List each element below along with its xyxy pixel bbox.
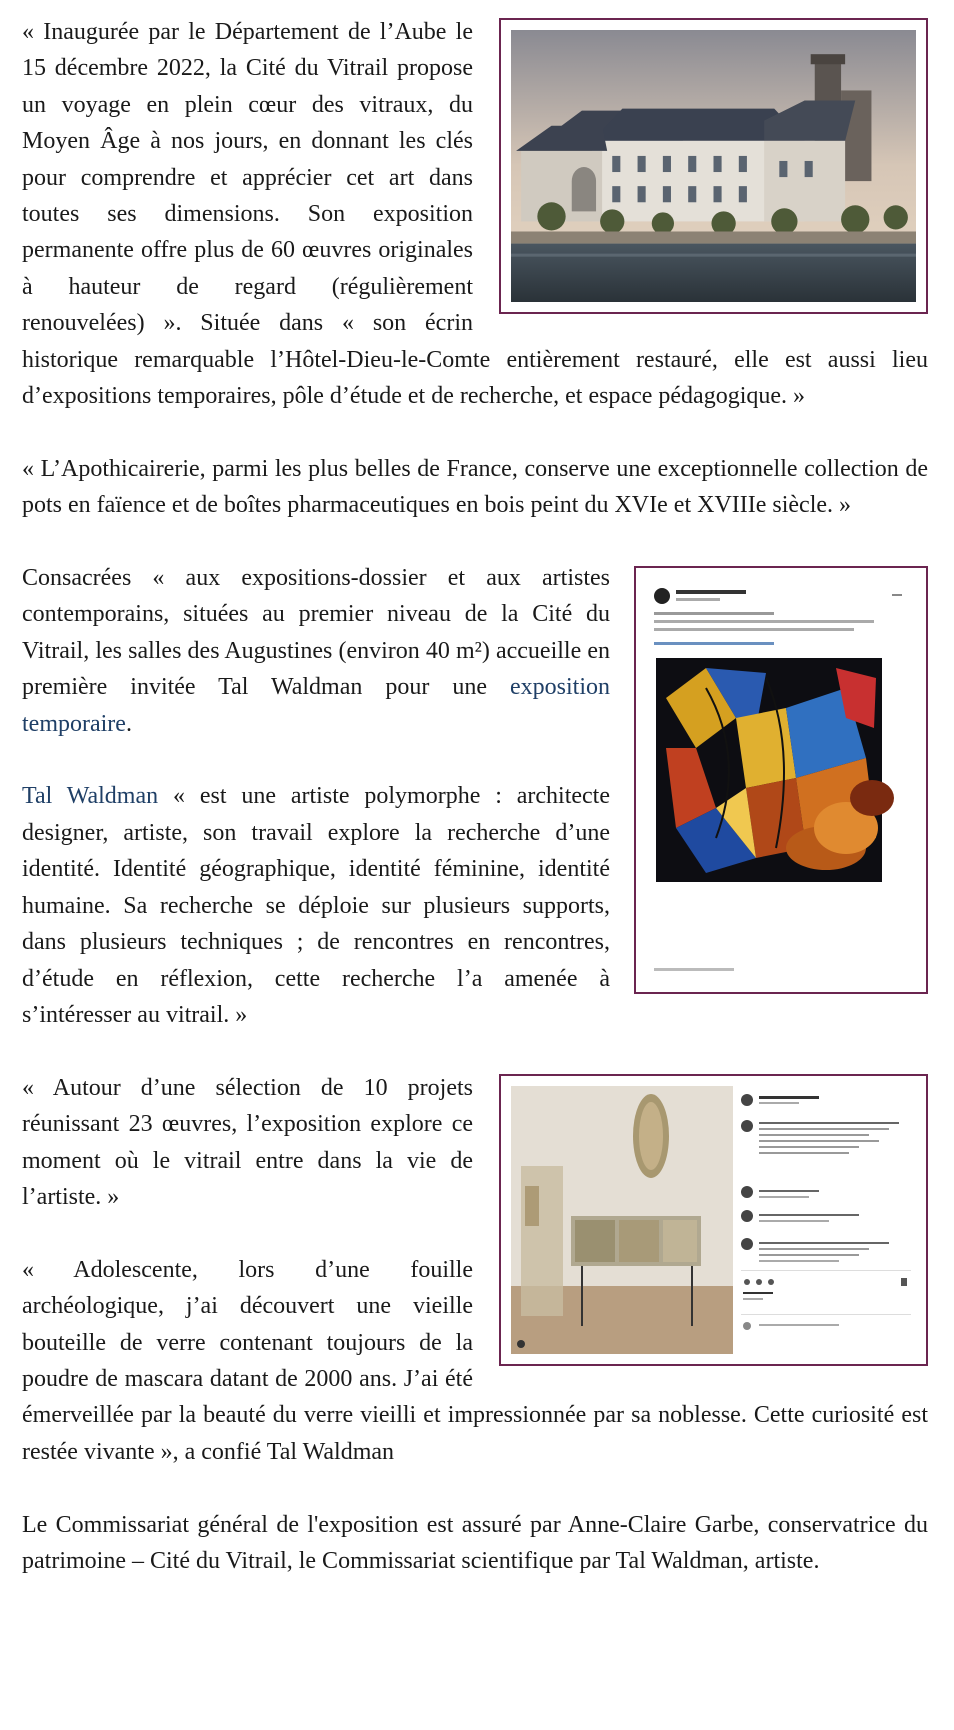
instagram-screenshot xyxy=(511,1086,916,1354)
building-photo-image xyxy=(511,30,916,302)
paragraph-selection-projets: « Autour d’une sélection de 10 projets réunissant 23 œuvres, l’exposition explore ce moment où le vitrail entre dans la vie de l’artiste. » xyxy=(22,1074,473,1210)
tweet-screenshot-frame xyxy=(634,566,928,994)
building-photo xyxy=(511,30,916,302)
paragraph-tal-waldman-text: « est une artiste polymorphe : architecte designer, artiste, son travail explore la recherche d’une identité. Identité géographique, identité féminine, identité humaine. Sa recherche se déploie sur plusieurs supports, dans plusieurs techniques ; de rencontres en rencontres, d’étude en réflexion, cette recherche l’a amenée à s’intéresser au vitrail. » xyxy=(22,783,610,1028)
instagram-screenshot-image xyxy=(511,1086,916,1354)
article-body xyxy=(22,14,928,1579)
paragraph-salles-augustines-end: . xyxy=(125,710,132,737)
paragraph-adolescente: « Adolescente, lors d’une fouille archéologique, j’ai découvert une vieille bouteille de verre contenant toujours de la poudre de mascara datant de 2000 ans. J’ai été émerveillée par la beauté du verre vieilli et impressionnée par sa noblesse. Cette curiosité est restée vivante », a confié Tal Waldman xyxy=(22,1256,928,1465)
paragraph-commissariat: Le Commissariat général de l'exposition est assuré par Anne-Claire Garbe, conservatrice du patrimoine – Cité du Vitrail, le Commissariat scientifique par Tal Waldman, artiste. xyxy=(22,1511,928,1574)
paragraph-apothicairerie: « L’Apothicairerie, parmi les plus belles de France, conserve une exceptionnelle collection de pots en faïence et de boîtes pharmaceutiques en bois peint du XVIe et XVIIIe siècle. » xyxy=(22,455,928,519)
tal-waldman-link[interactable]: Tal Waldman xyxy=(22,783,159,810)
paragraph-salles-augustines-text: Consacrées « aux expositions-dossier et aux artistes contemporains, situées au premier niveau de la Cité du Vitrail, les salles des Augustines (environ 40 m²) accueille en première invitée Tal Waldman pour une xyxy=(22,565,610,701)
tweet-screenshot xyxy=(646,578,916,982)
exposition-temporaire-link[interactable]: exposition temporaire xyxy=(22,674,610,737)
building-photo-frame xyxy=(499,18,928,314)
instagram-screenshot-frame xyxy=(499,1074,928,1366)
paragraph-cite-du-vitrail: « Inaugurée par le Département de l’Aube le 15 décembre 2022, la Cité du Vitrail propose un voyage en plein cœur des vitraux, du Moyen Âge à nos jours, en donnant les clés pour comprendre et apprécier cet art dans toutes ses dimensions. Son exposition permanente offre plus de 60 œuvres originales à hauteur de regard (régulièrement renouvelées) ». Située dans « son écrin historique remarquable l’Hôtel-Dieu-le-Comte entièrement restauré, elle est aussi lieu d’expositions temporaires, pôle d’étude et de recherche, et espace pédagogique. » xyxy=(22,19,928,410)
tweet-screenshot-image xyxy=(646,578,916,982)
